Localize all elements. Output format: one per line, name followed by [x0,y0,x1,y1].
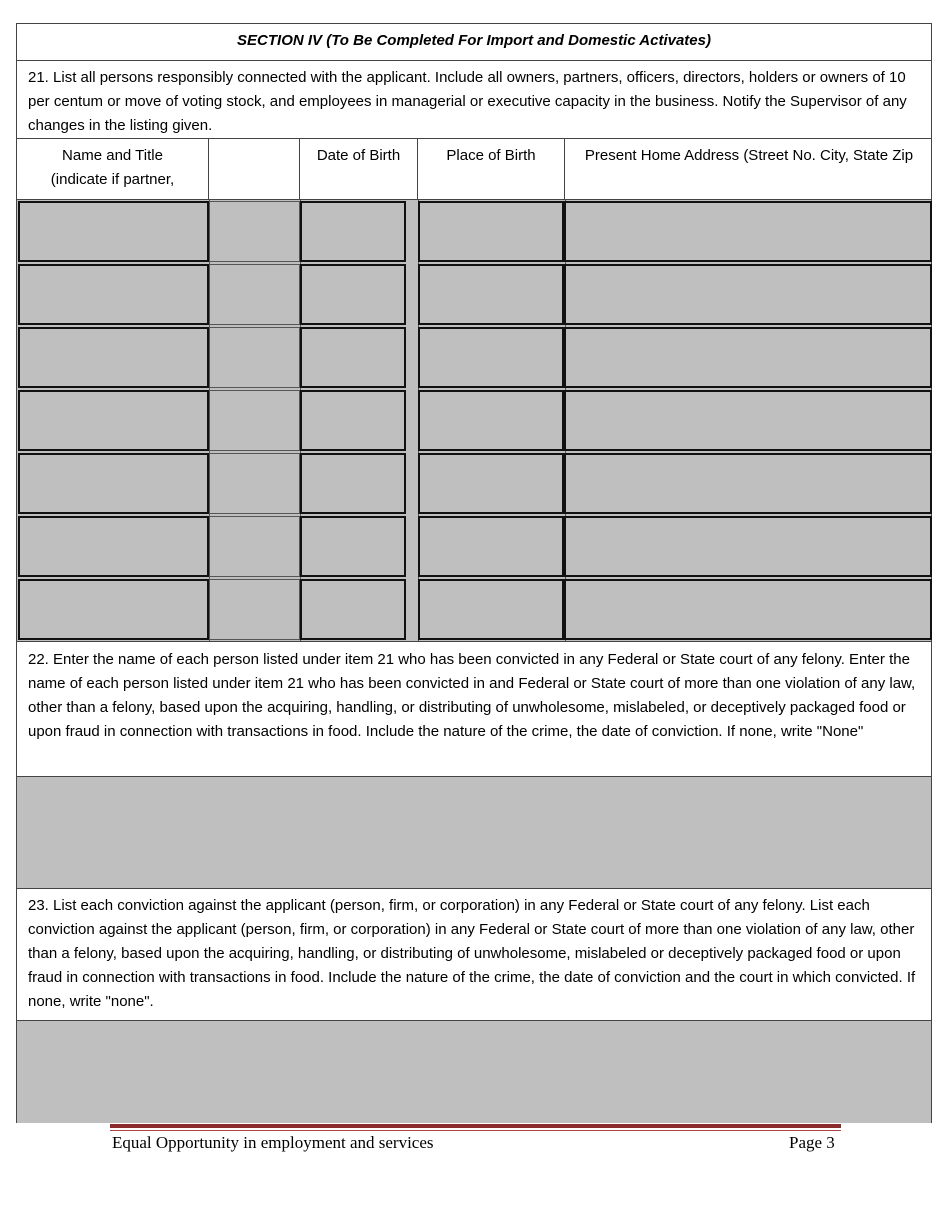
table-row [17,200,931,263]
date-of-birth-input[interactable] [300,453,406,514]
date-of-birth-input[interactable] [300,201,406,262]
place-of-birth-input[interactable] [418,579,564,640]
header-place-of-birth: Place of Birth [418,139,565,199]
item-23-instructions: 23. List each conviction against the applicant (person, firm, or corporation) in any Federal or State court of any felony. List each conviction against the applicant (person, firm, or corporation) in any Federal or State court of more than one violation of any law, other than a felony, based upon the acquiring, handling, or distributing of unwholesome, mislabeled or deceptively packaged food or upon fraud in connection with transactions in food. Include the nature of the crime, the date of conviction and the court in which convicted. If none, write "none". [17,889,931,1021]
extra-input[interactable] [209,201,300,262]
date-of-birth-input[interactable] [300,579,406,640]
home-address-input[interactable] [564,453,932,514]
extra-input[interactable] [209,327,300,388]
section-iv-form [16,23,932,1123]
item-21-instructions: 21. List all persons responsibly connected with the applicant. Include all owners, partners, officers, directors, holders or owners of 10 per centum or move of voting stock, and employees in managerial or executive capacity in the business. Notify the Supervisor of any changes in the listing given. [17,61,931,139]
home-address-input[interactable] [564,201,932,262]
place-of-birth-input[interactable] [418,516,564,577]
header-home-address: Present Home Address (Street No. City, State Zip [584,147,914,164]
home-address-input[interactable] [564,516,932,577]
persons-table-header [17,139,931,200]
table-row [17,515,931,578]
footer-rule-thin [110,1130,841,1131]
section-title: SECTION IV (To Be Completed For Import and Domestic Activates) [17,24,931,61]
table-row [17,326,931,389]
header-name-title-line1: Name and Title [62,147,163,164]
name-title-input[interactable] [18,201,209,262]
place-of-birth-input[interactable] [418,453,564,514]
footer-equal-opportunity: Equal Opportunity in employment and services [112,1133,434,1152]
table-row [17,263,931,326]
home-address-input[interactable] [564,579,932,640]
home-address-input[interactable] [564,390,932,451]
header-name-title-line2: (indicate if partner, [50,171,175,188]
extra-input[interactable] [209,390,300,451]
header-blank [209,139,300,199]
name-title-input[interactable] [18,516,209,577]
home-address-input[interactable] [564,264,932,325]
table-row [17,452,931,515]
place-of-birth-input[interactable] [418,264,564,325]
date-of-birth-input[interactable] [300,516,406,577]
persons-table-body [17,200,931,642]
footer-rule [110,1124,841,1128]
extra-input[interactable] [209,579,300,640]
table-row [17,578,931,641]
extra-input[interactable] [209,453,300,514]
name-title-input[interactable] [18,264,209,325]
item-22-input[interactable] [17,777,931,889]
item-22-instructions: 22. Enter the name of each person listed under item 21 who has been convicted in any Federal or State court of any felony. Enter the name of each person listed under item 21 who has been convicted in and Federal or State court of more than one violation of any law, other than a felony, based upon the acquiring, handling, or distributing of unwholesome, mislabeled, or deceptively packaged food or upon fraud in connection with transactions in food. Include the nature of the crime, the date of conviction. If none, write "None" [17,642,931,777]
date-of-birth-input[interactable] [300,327,406,388]
item-23-input[interactable] [17,1021,931,1123]
home-address-input[interactable] [564,327,932,388]
date-of-birth-input[interactable] [300,390,406,451]
header-name-title [17,139,209,199]
name-title-input[interactable] [18,579,209,640]
place-of-birth-input[interactable] [418,390,564,451]
place-of-birth-input[interactable] [418,201,564,262]
place-of-birth-input[interactable] [418,327,564,388]
name-title-input[interactable] [18,390,209,451]
footer-page-number: Page 3 [789,1133,835,1152]
header-date-of-birth: Date of Birth [300,139,418,199]
table-row [17,389,931,452]
name-title-input[interactable] [18,327,209,388]
name-title-input[interactable] [18,453,209,514]
date-of-birth-input[interactable] [300,264,406,325]
extra-input[interactable] [209,264,300,325]
extra-input[interactable] [209,516,300,577]
